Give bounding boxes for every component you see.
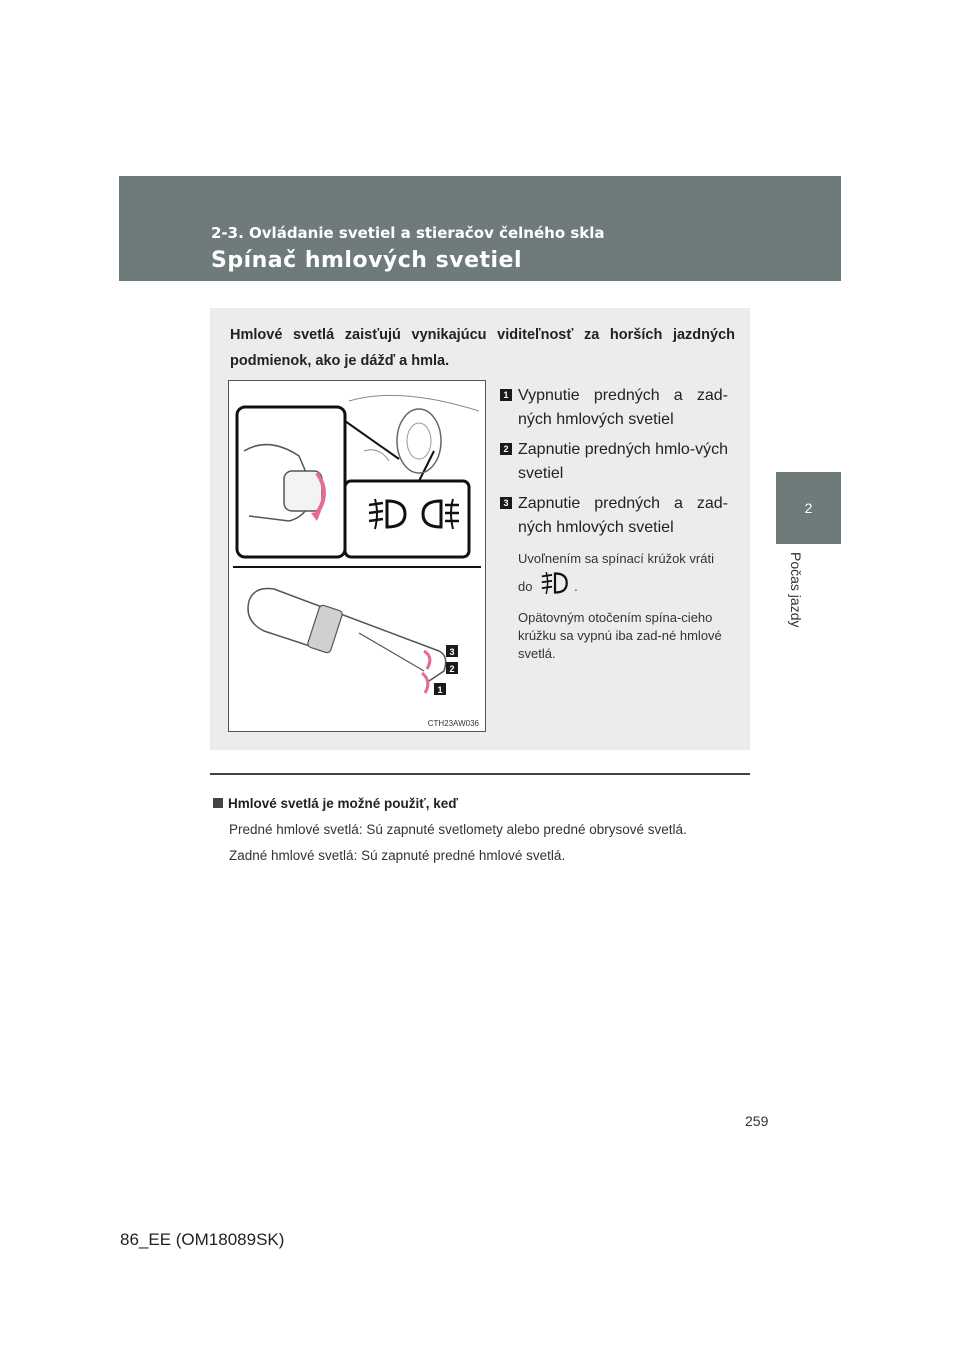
bullet-heading bbox=[213, 796, 458, 811]
callout-3 bbox=[446, 645, 458, 657]
step-number: 1 bbox=[500, 389, 512, 401]
chapter-tab-label: Počas jazdy bbox=[788, 552, 804, 628]
step-number: 3 bbox=[500, 497, 512, 509]
bullet-heading-text: Hmlové svetlá je možné použiť, keď bbox=[228, 796, 458, 811]
bullet-square-icon bbox=[213, 798, 223, 808]
release-note-end: . bbox=[574, 578, 578, 594]
front-fog-light-icon bbox=[540, 572, 570, 603]
section-divider bbox=[210, 773, 750, 775]
info-box bbox=[210, 308, 750, 750]
fog-switch-illustration bbox=[228, 380, 486, 732]
chapter-tab: 2 bbox=[776, 472, 841, 544]
step-text: Zapnutie predných a zad-ných hmlových svetiel bbox=[518, 495, 728, 536]
release-note bbox=[500, 546, 728, 603]
page-title: Spínač hmlových svetiel bbox=[211, 248, 523, 273]
steps-list bbox=[500, 384, 728, 663]
illustration-drawing bbox=[229, 381, 485, 731]
page-number: 259 bbox=[745, 1113, 769, 1129]
svg-text:1: 1 bbox=[437, 685, 443, 695]
intro-text: Hmlové svetlá zaisťujú vynikajúcu viditeľnosť za horších jazdných podmienok, ako je dážď a hmla. bbox=[230, 327, 735, 369]
callout-1 bbox=[434, 683, 446, 695]
chapter-header bbox=[119, 176, 841, 281]
callout-2 bbox=[446, 662, 458, 674]
manual-code: 86_EE (OM18089SK) bbox=[120, 1230, 285, 1249]
release-note-text: Uvoľnením sa spínací krúžok vráti do bbox=[518, 551, 714, 594]
figure-code: CTH23AW036 bbox=[427, 719, 479, 728]
step-text: Vypnutie predných a zad-ných hmlových svetiel bbox=[518, 387, 728, 428]
step-item bbox=[500, 492, 728, 540]
step-number: 2 bbox=[500, 443, 512, 455]
svg-text:2: 2 bbox=[449, 664, 455, 674]
svg-text:3: 3 bbox=[449, 647, 455, 657]
turn-note: Opätovným otočením spína-cieho krúžku sa vypnú iba zad-né hmlové svetlá. bbox=[518, 610, 722, 661]
step-text: Zapnutie predných hmlo-vých svetiel bbox=[518, 441, 728, 482]
section-heading: 2-3. Ovládanie svetiel a stieračov čelného skla bbox=[211, 224, 605, 242]
rear-fog-condition: Zadné hmlové svetlá: Sú zapnuté predné hmlové svetlá. bbox=[229, 848, 566, 863]
step-item bbox=[500, 438, 728, 486]
step-item bbox=[500, 384, 728, 432]
front-fog-condition: Predné hmlové svetlá: Sú zapnuté svetlomety alebo predné obrysové svetlá. bbox=[229, 822, 687, 837]
